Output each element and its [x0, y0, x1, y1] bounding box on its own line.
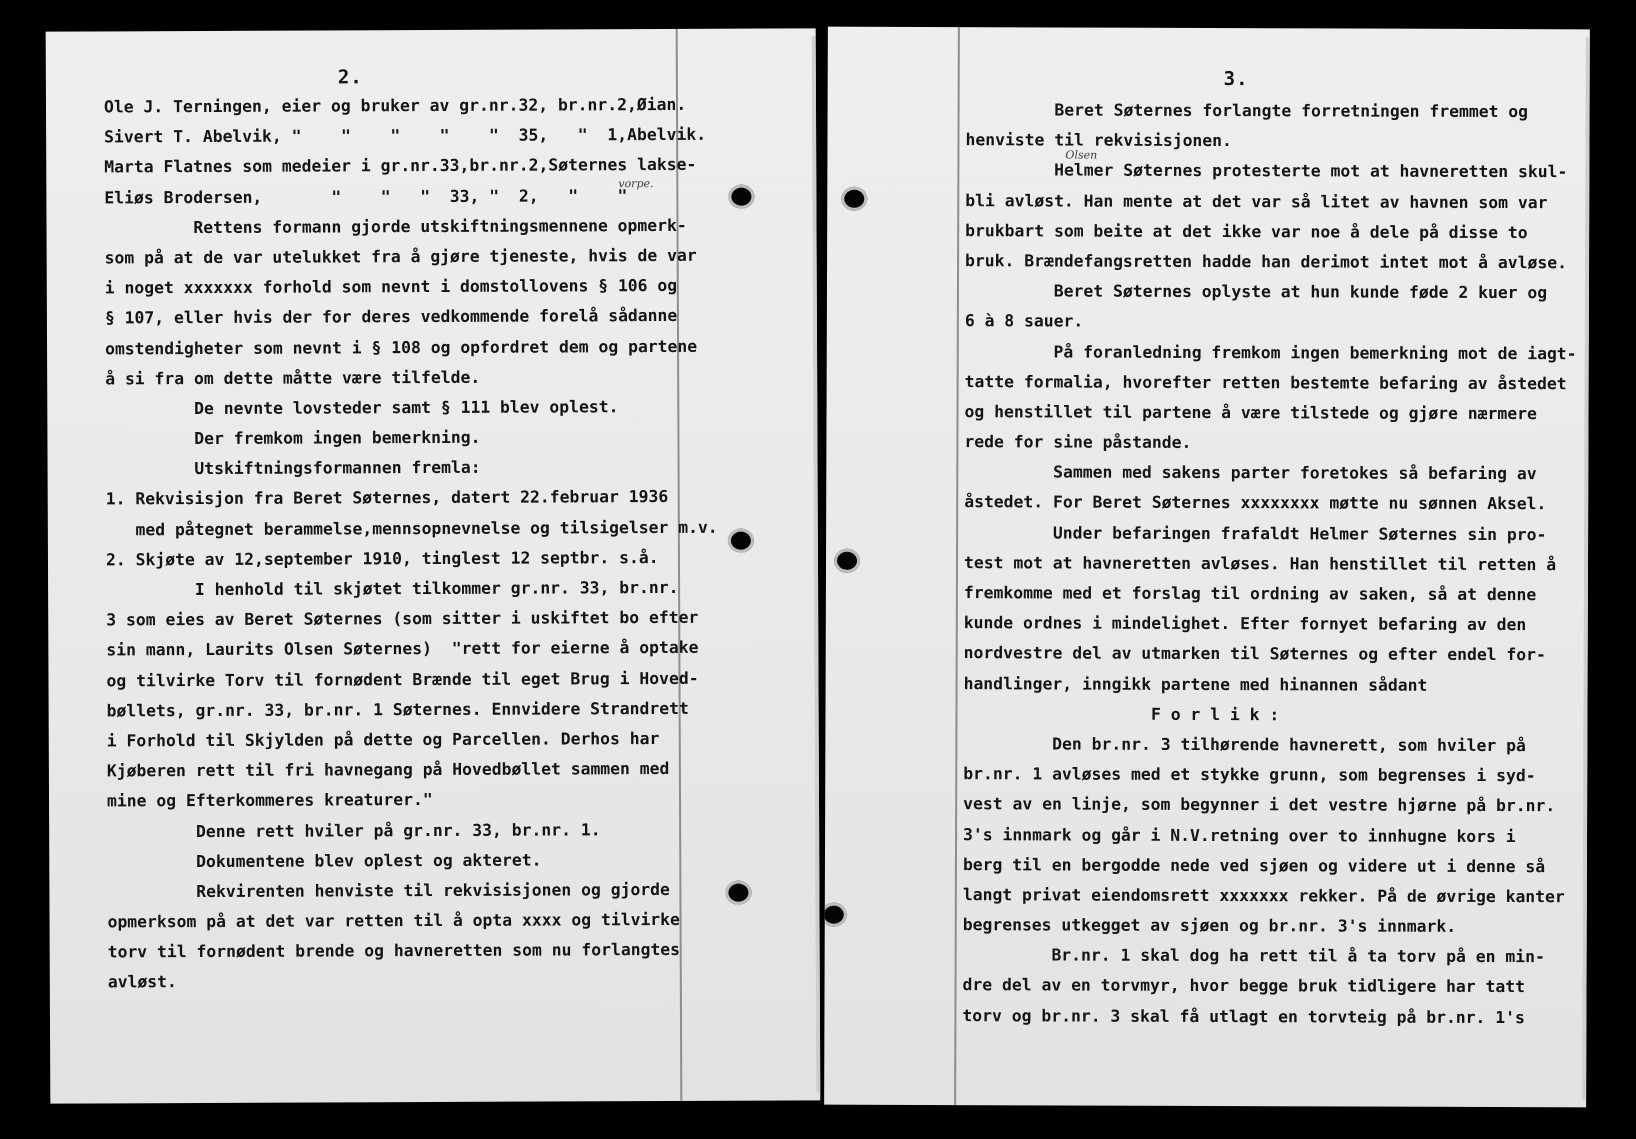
text-line: og henstillet til partene å være tilstede og gjøre nærmere — [964, 402, 1537, 424]
text-line: rede for sine påstande. — [964, 432, 1192, 453]
text-line: og tilvirke Torv til fornødent Brænde til eget Brug i Hoved- — [106, 668, 699, 690]
text-line: i Forhold til Skjylden på dette og Parcellen. Derhos har — [106, 728, 660, 751]
page-edge — [1582, 37, 1590, 1099]
text-line: fremkomme med et forslag til ordning av saken, så at denne — [963, 583, 1537, 605]
text-line: mine og Efterkommeres kreaturer." — [106, 790, 433, 811]
text-line: Beret Søternes oplyste at hun kunde føde 2 kuer og — [964, 281, 1548, 303]
text-line: test mot at havneretten avløses. Han henstillet til retten å — [963, 552, 1557, 575]
text-line: § 107, eller hvis der for deres vedkommende forelå sådanne — [104, 306, 678, 328]
text-line: 3 som eies av Beret Søternes (som sitter i uskiftet bo efter — [106, 608, 699, 630]
punch-hole — [728, 529, 754, 553]
text-line: bøllets, gr.nr. 33, br.nr. 1 Søternes. Ennvidere Strandrett — [106, 698, 689, 721]
text-line: vest av en linje, som begynner i det vestre hjørne på br.nr. — [963, 794, 1556, 816]
text-line: berg til en bergodde nede ved sjøen og videre ut i denne så — [962, 854, 1546, 876]
text-line: i noget xxxxxxx forhold som nevnt i domstollovens § 106 og — [104, 276, 678, 298]
text-line: åstedet. For Beret Søternes xxxxxxxx møtte nu sønnen Aksel. — [964, 492, 1547, 514]
text-line: brukbart som beite at det ikke var noe å dele på disse to — [965, 220, 1528, 242]
text-line: 6 à 8 sauer. — [964, 311, 1084, 331]
text-line: På foranledning fremkom ingen bemerkning mot de iagt- — [964, 341, 1577, 363]
text-line: dre del av en torvmyr, hvor begge bruk tidligere har tatt — [962, 975, 1526, 997]
text-line: 1. Rekvisisjon fra Beret Søternes, datert 22.februar 1936 — [105, 487, 669, 509]
text-line: torv og br.nr. 3 skal få utlagt en torvteig på br.nr. 1's — [962, 1005, 1525, 1027]
text-line: som på at de var utelukket fra å gjøre tjeneste, hvis de var — [104, 245, 697, 268]
text-line: Sammen med sakens parter foretokes så befaring av — [964, 462, 1537, 484]
text-line: 2. Skjøte av 12,september 1910, tinglest 12 septbr. s.å. — [105, 547, 659, 570]
page-text — [104, 90, 720, 998]
text-line: Sivert T. Abelvik, " " " " " 35, " 1,Abelvik. — [104, 124, 707, 147]
text-line: br.nr. 1 avløses med et stykke grunn, som begrenses i syd- — [963, 764, 1536, 786]
text-line: begrenses utkegget av sjøen og br.nr. 3's innmark. — [962, 915, 1457, 936]
page-edge — [812, 36, 821, 1092]
margin-rule — [954, 27, 960, 1105]
text-line: Helmer Søternes protesterte mot at havneretten skul- — [965, 160, 1568, 182]
text-line: langt privat eiendomsrett xxxxxxx rekker. På de øvrige kanter — [962, 885, 1565, 907]
text-line: kunde ordnes i mindelighet. Efter fornyet befaring av den — [963, 613, 1527, 635]
text-line: med påtegnet berammelse,mennsopnevnelse og tilsigelser m.v. — [105, 517, 718, 540]
text-line: F o r l i k : — [963, 703, 1280, 725]
text-line: torv til fornødent brende og havneretten som nu forlangtes — [107, 940, 681, 962]
punch-hole — [841, 187, 867, 211]
text-line: opmerksom på at det var retten til å opta xxxx og tilvirke — [107, 909, 680, 932]
text-line: handlinger, inngikk partene med hinannen sådant — [963, 673, 1428, 695]
right-document-page — [824, 27, 1590, 1108]
text-line: å si fra om dette måtte være tilfelde. — [105, 367, 481, 389]
punch-hole — [728, 185, 754, 209]
page-number: 3. — [1223, 68, 1249, 91]
text-line: I henhold til skjøtet tilkommer gr.nr. 33, br.nr. — [106, 577, 679, 600]
text-line: Ole J. Terningen, eier og bruker av gr.nr.32, br.nr.2,Øian. — [103, 94, 687, 117]
text-line: bruk. Brændefangsretten hadde han derimot intet mot å avløse. — [965, 251, 1568, 273]
margin-annotation: Olsen — [1065, 148, 1098, 162]
punch-hole — [834, 549, 860, 573]
left-document-page — [46, 28, 821, 1103]
text-line: Beret Søternes forlangte forretningen fremmet og — [965, 100, 1529, 122]
text-line: Under befaringen frafaldt Helmer Søternes sin pro- — [964, 522, 1547, 544]
text-line: avløst. — [107, 972, 177, 992]
text-line: Utskiftningsformannen fremla: — [105, 458, 481, 479]
text-line: nordvestre del av utmarken til Søternes og efter endel for- — [963, 643, 1546, 665]
text-line: tatte formalia, hvorefter retten bestemte befaring av åstedet — [964, 371, 1567, 393]
text-line: omstendigheter som nevnt i § 108 og opfordret dem og partene — [105, 336, 698, 358]
text-line: 3's innmark og går i N.V.retning over to innhugne kors i — [963, 824, 1516, 846]
page-text — [962, 95, 1577, 1033]
text-line: Rekvirenten henviste til rekvisisjonen og gjorde — [107, 879, 670, 902]
text-line: Marta Flatnes som medeier i gr.nr.33,br.nr.2,Søternes lakse- — [104, 155, 697, 177]
text-line: Br.nr. 1 skal dog ha rett til å ta torv på en min- — [962, 945, 1545, 967]
text-line: Den br.nr. 3 tilhørende havnerett, som hviler på — [963, 734, 1526, 756]
page-number: 2. — [337, 66, 363, 89]
text-line: Kjøberen rett til fri havnegang på Hovedbøllet sammen med — [106, 759, 670, 781]
text-line: Rettens formann gjorde utskiftningsmennene opmerk- — [104, 215, 687, 238]
text-line: Denne rett hviler på gr.nr. 33, br.nr. 1. — [107, 819, 601, 841]
text-line: Der fremkom ingen bemerkning. — [105, 427, 481, 449]
text-line: De nevnte lovsteder samt § 111 blev oplest. — [105, 397, 619, 419]
text-line: bli avløst. Han mente at det var så litet av havnen som var — [965, 190, 1548, 212]
text-line: Dokumentene blev oplest og akteret. — [107, 850, 542, 872]
punch-hole — [824, 903, 847, 927]
text-line: henviste til rekvisisjonen. — [965, 130, 1232, 151]
margin-annotation: vorpe. — [618, 177, 654, 191]
text-line: sin mann, Laurits Olsen Søternes) "rett for eierne å optake — [106, 638, 699, 660]
punch-hole — [725, 881, 751, 905]
text-line: Eliøs Brodersen, " " " 33, " 2, " " — [104, 185, 628, 207]
